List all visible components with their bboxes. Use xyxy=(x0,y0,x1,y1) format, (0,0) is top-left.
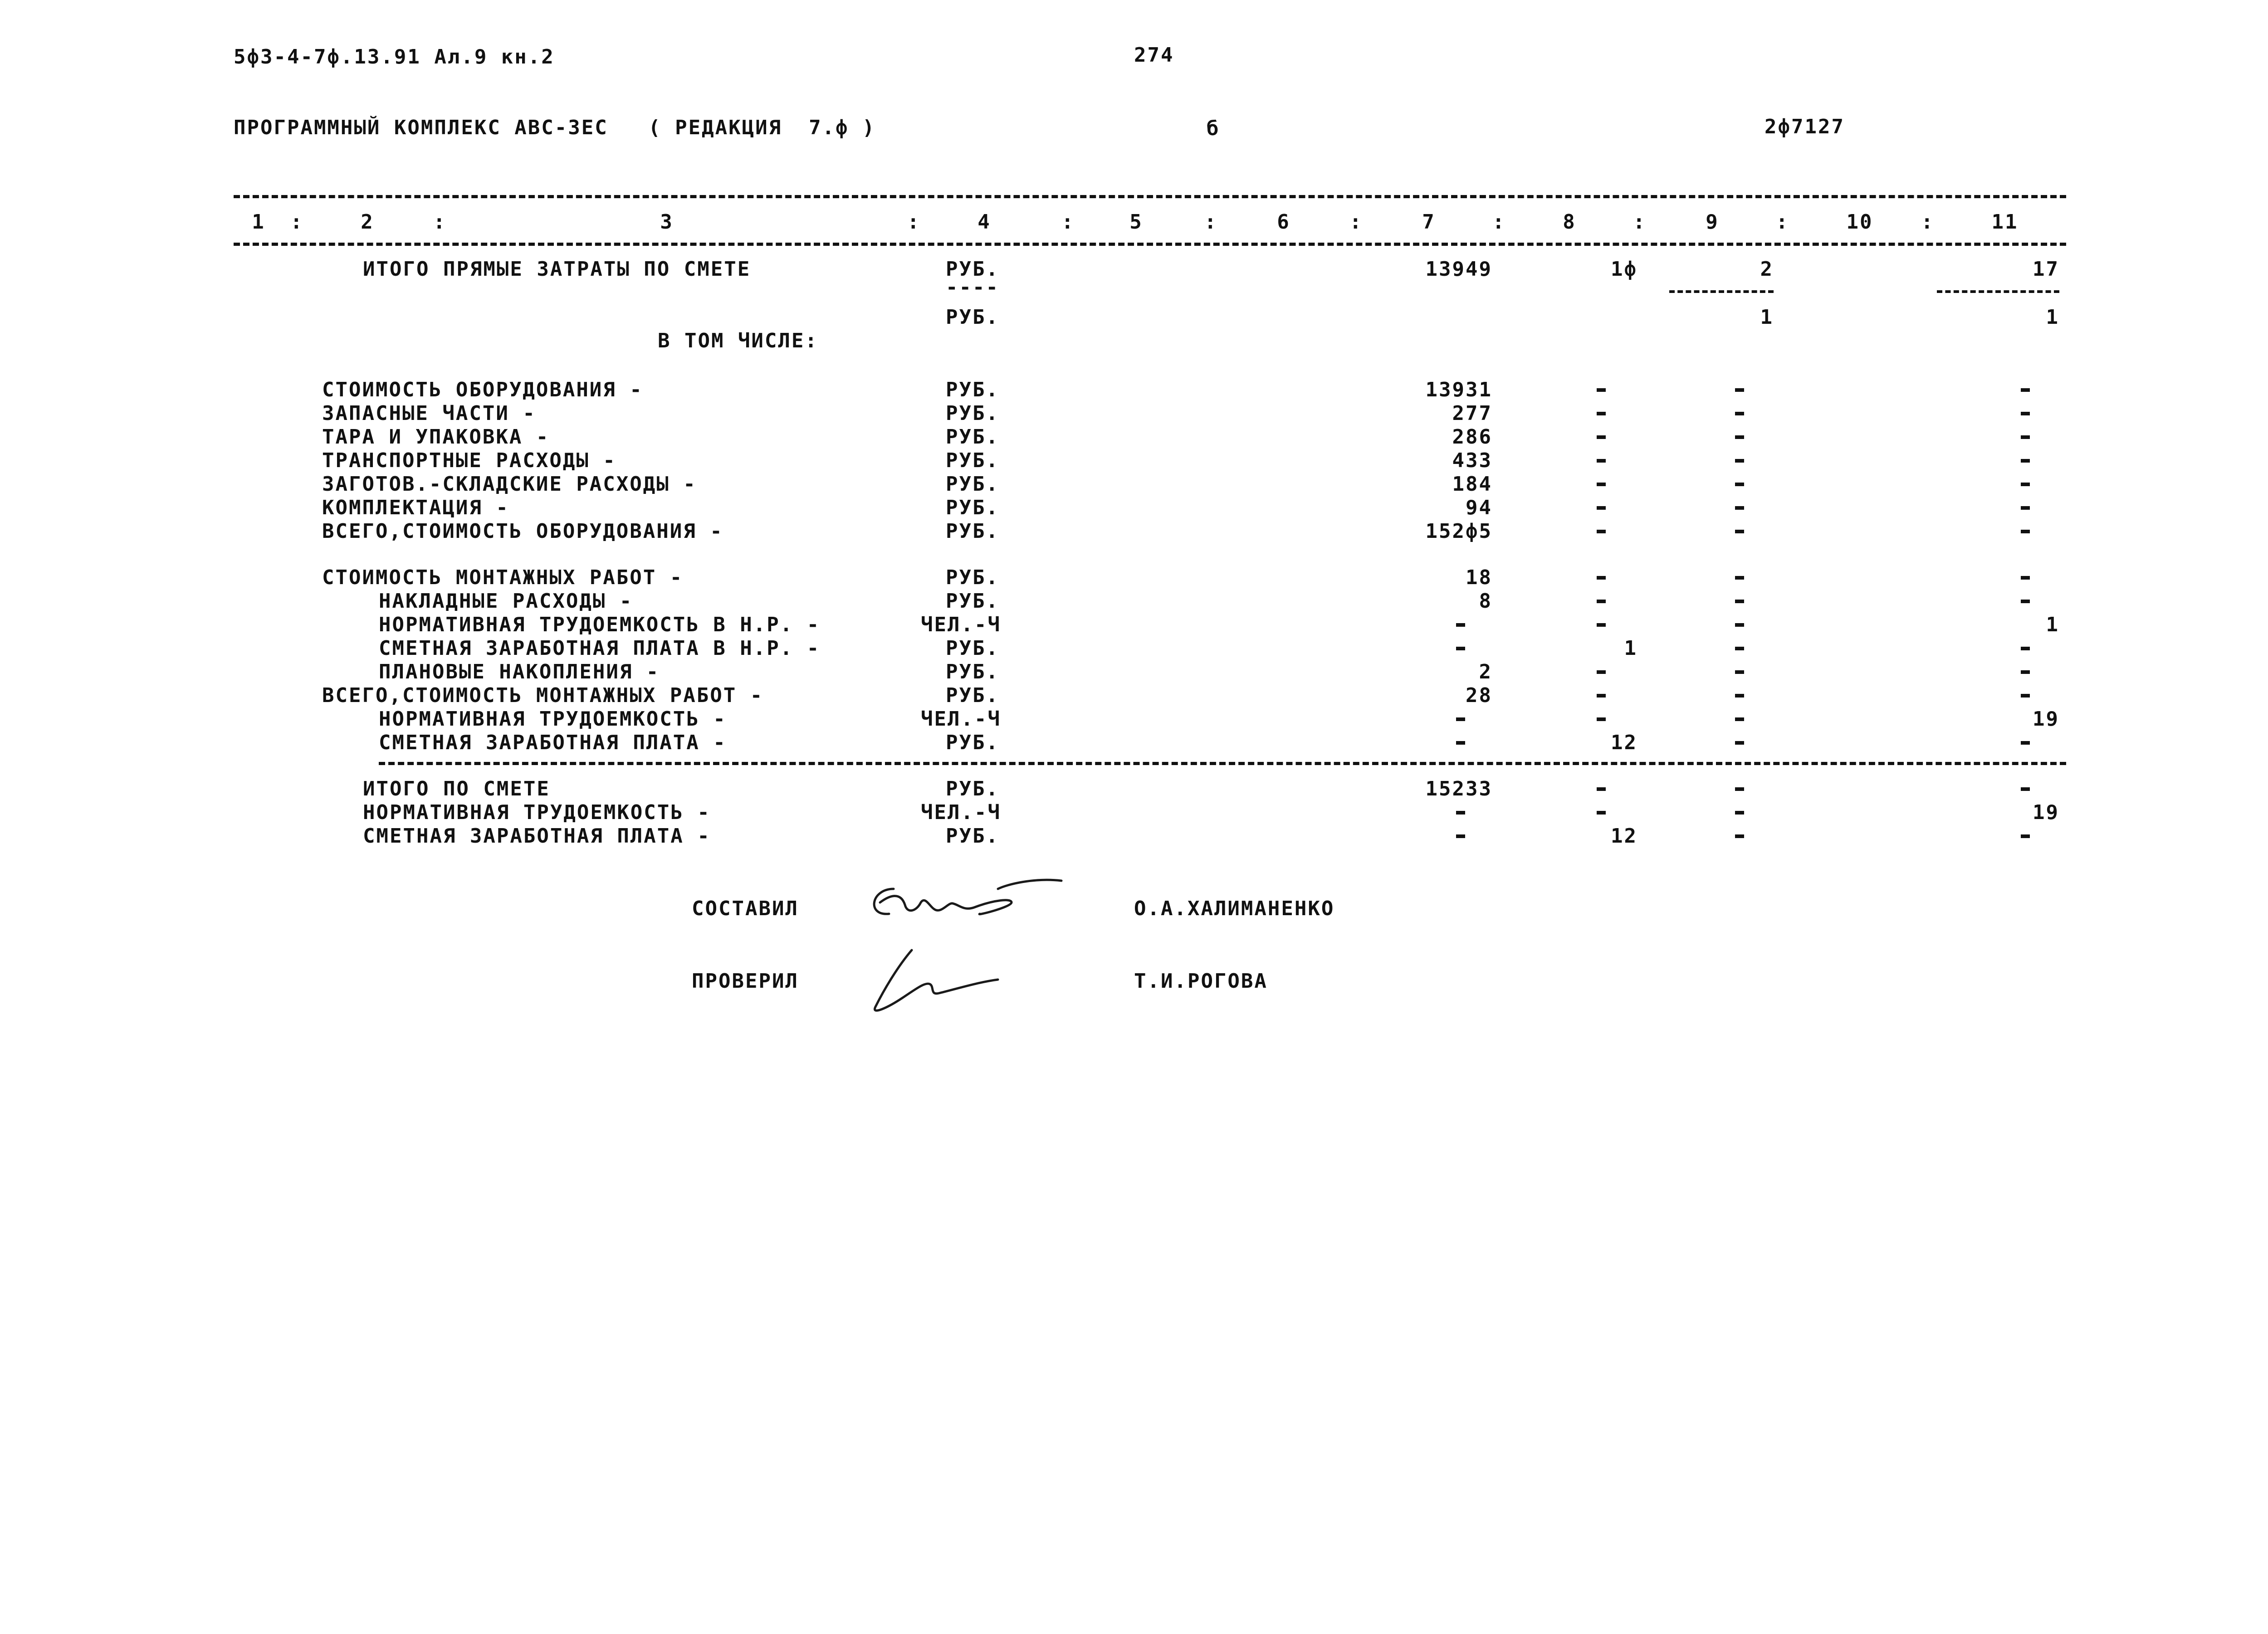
dash-mark xyxy=(1735,576,1744,580)
dash-mark xyxy=(1597,717,1606,721)
checked-signature xyxy=(862,939,1098,1020)
dash-mark xyxy=(1735,530,1744,533)
col-2-header: 2 xyxy=(361,210,374,234)
col-11-value: 1 xyxy=(2046,613,2059,636)
dash-mark xyxy=(1735,834,1744,838)
col-8-value: 1ф xyxy=(1611,258,1637,281)
row-label: СМЕТНАЯ ЗАРАБОТНАЯ ПЛАТА - xyxy=(379,731,727,754)
row-label: ВСЕГО,СТОИМОСТЬ МОНТАЖНЫХ РАБОТ - xyxy=(322,684,764,707)
totals-rule xyxy=(379,762,2066,765)
dash-mark xyxy=(1456,834,1465,838)
col-7-value: 15233 xyxy=(1425,777,1492,800)
dash-mark xyxy=(1735,388,1744,392)
checked-name: Т.И.РОГОВА xyxy=(1134,970,1268,993)
dash-mark xyxy=(1597,694,1606,697)
dash-mark xyxy=(1735,600,1744,603)
dash-mark xyxy=(1735,459,1744,463)
col-7-value: 277 xyxy=(1452,402,1492,425)
dash-mark xyxy=(1735,787,1744,791)
row-unit: РУБ. xyxy=(946,731,999,754)
col-7-header: 7 xyxy=(1422,210,1436,234)
dash-mark xyxy=(1456,647,1465,650)
col-11-value: 17 xyxy=(2033,258,2059,281)
row-unit: ЧЕЛ.-Ч xyxy=(921,613,1001,636)
col-separator: : xyxy=(1633,210,1647,234)
program-title: ПРОГРАММНЫЙ КОМПЛЕКС АВС-3ЕС ( РЕДАКЦИЯ 7.ф ) xyxy=(234,116,876,139)
col-7-value: 2 xyxy=(1479,660,1492,683)
dash-mark xyxy=(1597,576,1606,580)
dash-mark xyxy=(1597,483,1606,486)
col-4-header: 4 xyxy=(978,210,991,234)
row-label: СТОИМОСТЬ ОБОРУДОВАНИЯ - xyxy=(322,378,643,401)
row-unit: РУБ. xyxy=(946,496,999,519)
row-label: ИТОГО ПРЯМЫЕ ЗАТРАТЫ ПО СМЕТЕ xyxy=(363,258,751,281)
col-8-value: 1 xyxy=(1624,637,1637,660)
dash-mark xyxy=(2021,388,2030,392)
row-label: КОМПЛЕКТАЦИЯ - xyxy=(322,496,509,519)
row-unit: РУБ. xyxy=(946,402,999,425)
dash-mark xyxy=(2021,435,2030,439)
col-11-value: 19 xyxy=(2033,801,2059,824)
row-label: ИТОГО ПО СМЕТЕ xyxy=(363,777,550,800)
dash-mark xyxy=(2021,483,2030,486)
dash-mark xyxy=(1735,623,1744,627)
subtotal-rule xyxy=(1937,290,2059,293)
dash-mark xyxy=(1735,811,1744,815)
dash-mark xyxy=(2021,647,2030,650)
dash-mark xyxy=(1735,670,1744,674)
col-5-header: 5 xyxy=(1129,210,1143,234)
row-unit: РУБ. xyxy=(946,777,999,800)
dash-mark xyxy=(1456,623,1465,627)
dash-mark xyxy=(1456,741,1465,745)
dash-mark xyxy=(1597,623,1606,627)
row-label: ЗАГОТОВ.-СКЛАДСКИЕ РАСХОДЫ - xyxy=(322,473,697,496)
row-label: СМЕТНАЯ ЗАРАБОТНАЯ ПЛАТА В Н.Р. - xyxy=(379,637,821,660)
dash-mark xyxy=(2021,459,2030,463)
dash-mark xyxy=(1735,647,1744,650)
row-label: ЗАПАСНЫЕ ЧАСТИ - xyxy=(322,402,536,425)
dash-mark xyxy=(1735,741,1744,745)
col-8-value: 12 xyxy=(1611,731,1637,754)
dash-mark xyxy=(1597,435,1606,439)
compiled-name: О.А.ХАЛИМАНЕНКО xyxy=(1134,897,1335,920)
row-label: НОРМАТИВНАЯ ТРУДОЕМКОСТЬ В Н.Р. - xyxy=(379,613,821,636)
col-separator: : xyxy=(1776,210,1789,234)
col-7-value: 13931 xyxy=(1425,378,1492,401)
dash-mark xyxy=(1597,787,1606,791)
dash-mark xyxy=(2021,787,2030,791)
row-unit: РУБ. xyxy=(946,449,999,472)
dash-mark xyxy=(1456,717,1465,721)
row-unit: РУБ. xyxy=(946,590,999,613)
dash-mark xyxy=(1597,600,1606,603)
col-7-value: 152ф5 xyxy=(1425,520,1492,543)
col-1-header: 1 xyxy=(252,210,265,234)
dash-mark xyxy=(2021,694,2030,697)
dash-mark xyxy=(1735,483,1744,486)
col-7-value: 13949 xyxy=(1425,258,1492,281)
col-6-header: 6 xyxy=(1277,210,1290,234)
row-unit: РУБ. xyxy=(946,660,999,683)
dash-mark xyxy=(1456,811,1465,815)
col-7-value: 94 xyxy=(1466,496,1492,519)
col-separator: : xyxy=(1204,210,1218,234)
table-top-rule xyxy=(234,195,2066,198)
dash-mark xyxy=(1735,412,1744,415)
col-7-value: 28 xyxy=(1466,684,1492,707)
col-separator: : xyxy=(1921,210,1935,234)
row-unit: РУБ. xyxy=(946,520,999,543)
dash-mark xyxy=(1597,670,1606,674)
header-mark: б xyxy=(1207,117,1220,140)
col-separator: : xyxy=(290,210,304,234)
row-label: СТОИМОСТЬ МОНТАЖНЫХ РАБОТ - xyxy=(322,566,684,589)
row-unit: ЧЕЛ.-Ч xyxy=(921,801,1001,824)
col-3-header: 3 xyxy=(660,210,674,234)
dash-mark xyxy=(1735,694,1744,697)
row-unit: РУБ. xyxy=(946,306,999,329)
dash-mark xyxy=(2021,412,2030,415)
col-11-value: 19 xyxy=(2033,707,2059,731)
row-label: НОРМАТИВНАЯ ТРУДОЕМКОСТЬ - xyxy=(363,801,711,824)
row-label: ПЛАНОВЫЕ НАКОПЛЕНИЯ - xyxy=(379,660,660,683)
col-separator: : xyxy=(1349,210,1363,234)
col-9-value: 1 xyxy=(1760,306,1774,329)
dash-mark xyxy=(1735,717,1744,721)
col-7-value: 8 xyxy=(1479,590,1492,613)
col-9-value: 2 xyxy=(1760,258,1774,281)
row-label: НОРМАТИВНАЯ ТРУДОЕМКОСТЬ - xyxy=(379,707,727,731)
dash-mark xyxy=(2021,530,2030,533)
unit-underline: ---- xyxy=(946,276,999,299)
col-8-header: 8 xyxy=(1563,210,1576,234)
dash-mark xyxy=(2021,670,2030,674)
including-heading: В ТОМ ЧИСЛЕ: xyxy=(658,329,818,352)
compiled-label: СОСТАВИЛ xyxy=(692,897,799,920)
header-code: 2ф7127 xyxy=(1765,115,1845,138)
row-label: СМЕТНАЯ ЗАРАБОТНАЯ ПЛАТА - xyxy=(363,824,711,848)
row-unit: РУБ. xyxy=(946,425,999,449)
subtotal-rule xyxy=(1669,290,1774,293)
dash-mark xyxy=(1735,506,1744,510)
dash-mark xyxy=(2021,741,2030,745)
col-separator: : xyxy=(907,210,921,234)
row-label: ТРАНСПОРТНЫЕ РАСХОДЫ - xyxy=(322,449,616,472)
document-code: 5ф3-4-7ф.13.91 Ал.9 кн.2 xyxy=(234,45,555,68)
col-9-header: 9 xyxy=(1706,210,1719,234)
table-header-rule xyxy=(234,243,2066,246)
dash-mark xyxy=(2021,600,2030,603)
row-unit: ЧЕЛ.-Ч xyxy=(921,707,1001,731)
row-unit: РУБ. xyxy=(946,378,999,401)
col-separator: : xyxy=(1492,210,1506,234)
col-7-value: 184 xyxy=(1452,473,1492,496)
checked-label: ПРОВЕРИЛ xyxy=(692,970,799,993)
compiled-signature xyxy=(862,871,1098,934)
dash-mark xyxy=(2021,576,2030,580)
col-separator: : xyxy=(433,210,447,234)
page-number: 274 xyxy=(1134,44,1174,67)
row-unit: РУБ. xyxy=(946,824,999,848)
col-7-value: 18 xyxy=(1466,566,1492,589)
col-7-value: 433 xyxy=(1452,449,1492,472)
col-7-value: 286 xyxy=(1452,425,1492,449)
dash-mark xyxy=(1597,412,1606,415)
row-unit: РУБ. xyxy=(946,684,999,707)
dash-mark xyxy=(1735,435,1744,439)
col-11-header: 11 xyxy=(1991,210,2019,234)
dash-mark xyxy=(1597,811,1606,815)
row-label: ТАРА И УПАКОВКА - xyxy=(322,425,550,449)
col-separator: : xyxy=(1061,210,1075,234)
col-11-value: 1 xyxy=(2046,306,2059,329)
dash-mark xyxy=(1597,506,1606,510)
row-unit: РУБ. xyxy=(946,258,999,281)
dash-mark xyxy=(2021,834,2030,838)
row-label: ВСЕГО,СТОИМОСТЬ ОБОРУДОВАНИЯ - xyxy=(322,520,723,543)
dash-mark xyxy=(2021,506,2030,510)
row-label: НАКЛАДНЫЕ РАСХОДЫ - xyxy=(379,590,633,613)
col-10-header: 10 xyxy=(1846,210,1873,234)
dash-mark xyxy=(1597,459,1606,463)
row-unit: РУБ. xyxy=(946,473,999,496)
row-unit: РУБ. xyxy=(946,566,999,589)
row-unit: РУБ. xyxy=(946,637,999,660)
dash-mark xyxy=(1597,388,1606,392)
col-8-value: 12 xyxy=(1611,824,1637,848)
dash-mark xyxy=(1597,530,1606,533)
